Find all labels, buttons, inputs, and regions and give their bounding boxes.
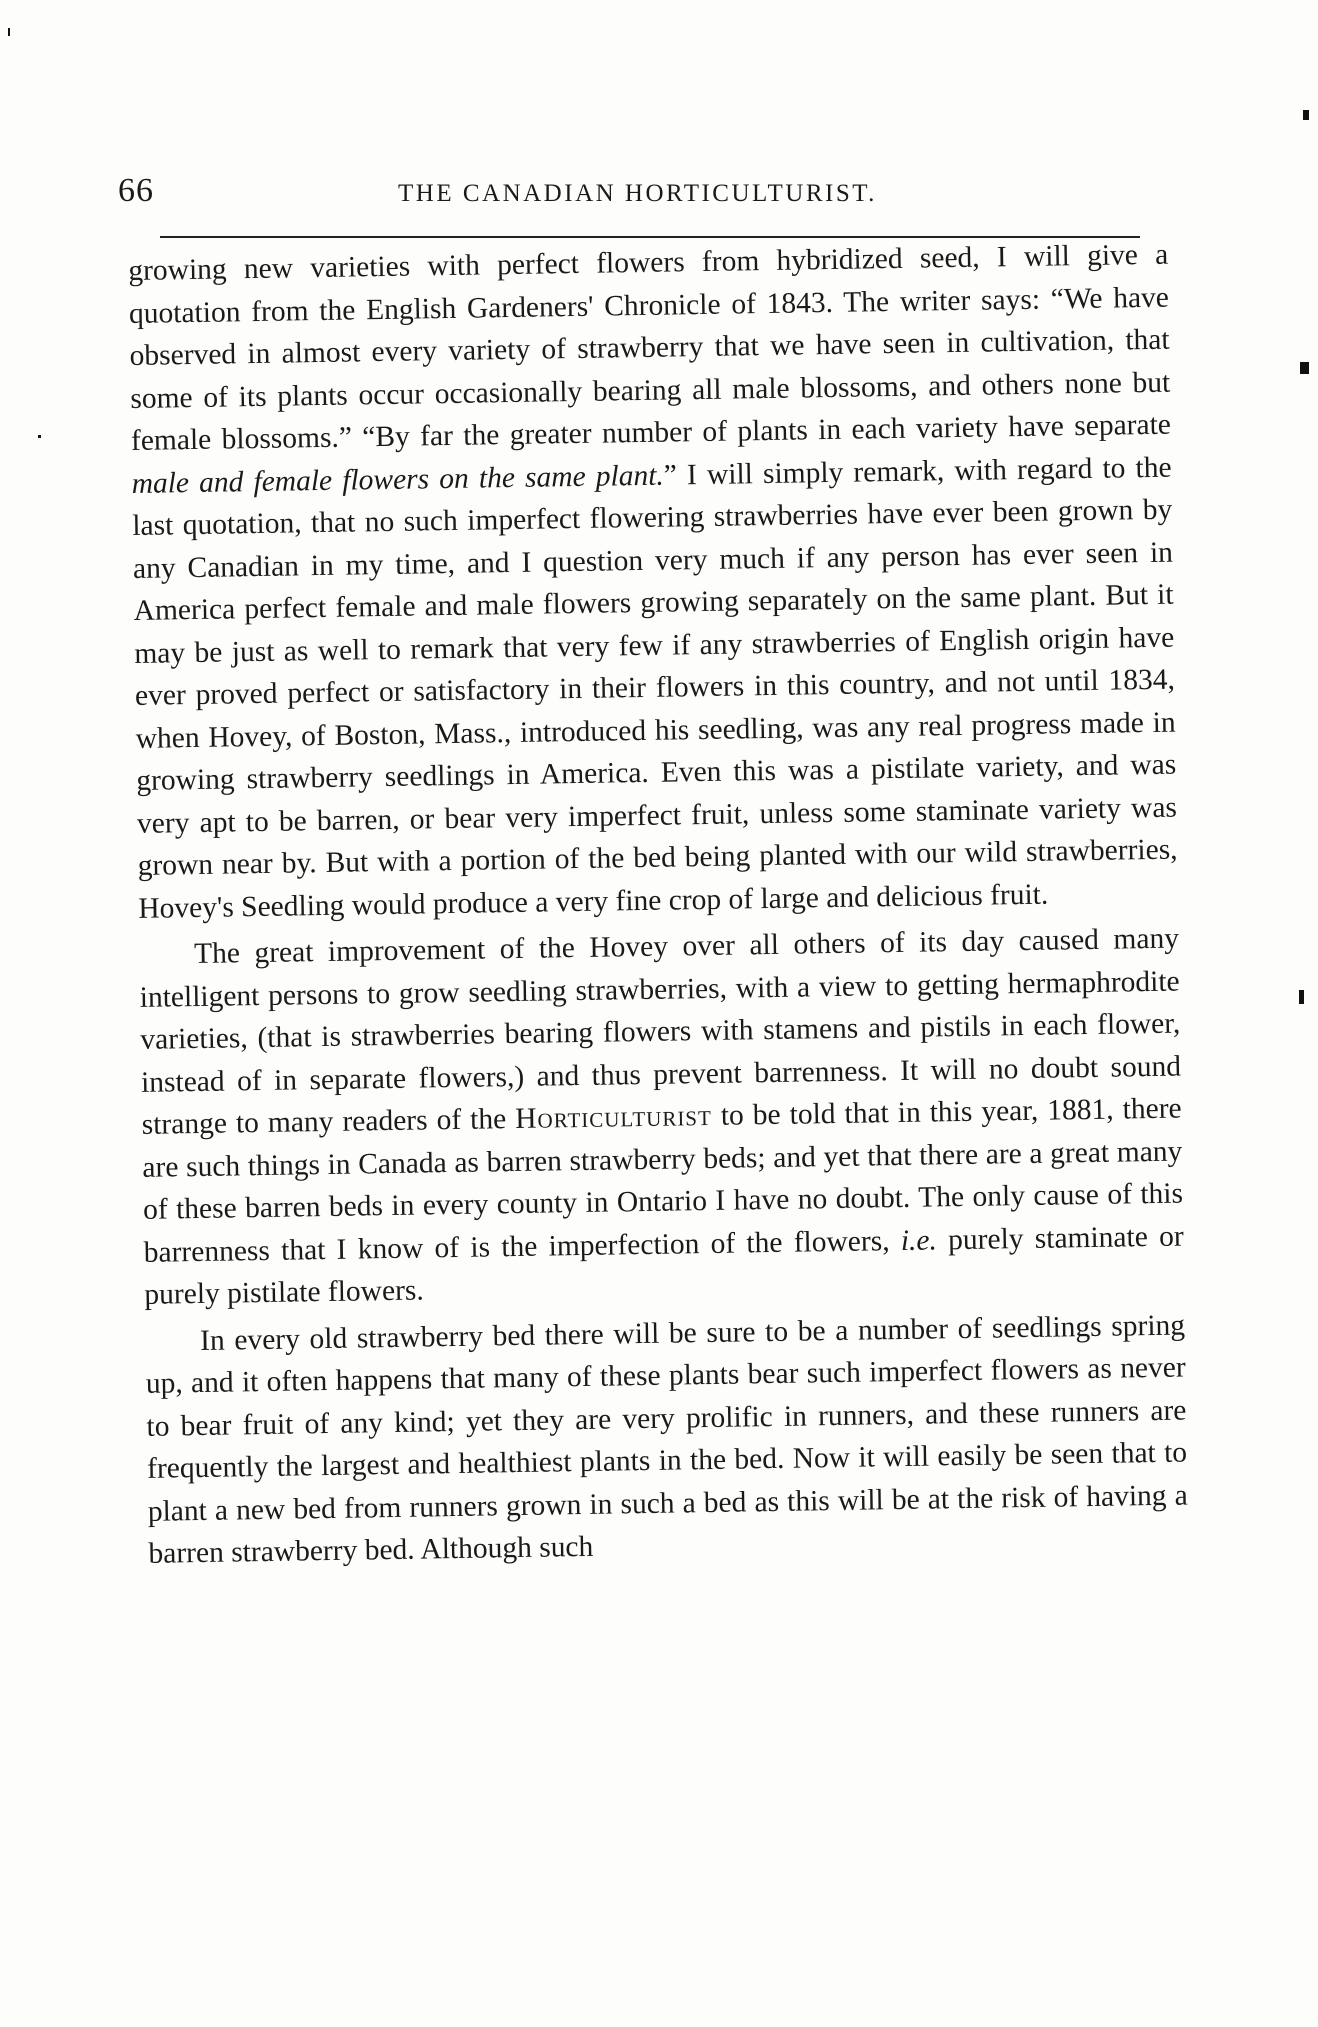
paragraph-1 — [128, 234, 1179, 930]
paragraph-2-text-b: to be told that in this year, 1881, there are such things in Canada as barren strawberry beds; and yet that there are a great many of these barren beds in every county in Ontario I have no doubt. The only cause of this barrenness that I know of is the imperfection of the flowers, — [142, 1092, 1184, 1269]
scan-speck — [1299, 990, 1304, 1004]
scan-speck — [38, 435, 41, 438]
paragraph-1-text-b: ” I will simply remark, with regard to the last quotation, that no such imperfect flowering strawberries have ever been grown by any Canadian in my time, and I question very much if any person has ever seen in America perfect female and male flowers growing separately on the same plant. But it may be just as well to remark that very few if any strawberries of English origin have ever proved perfect or satisfactory in their flowers in this country, and not until 1834, when Hovey, of Boston, Mass., introduced his seedling, was any real progress made in growing strawberry seedlings in America. Even this was a pistilate variety, and was very apt to be barren, or bear very imperfect fruit, unless some staminate variety was grown near by. But with a portion of the bed being planted with our wild strawberries, Hovey's Seedling would produce a very fine crop of large and delicious fruit. — [132, 451, 1178, 925]
paragraph-2 — [139, 918, 1185, 1317]
scan-speck — [8, 28, 10, 36]
paragraph-1-italic-phrase: male and female flowers on the same plant. — [131, 459, 665, 500]
scan-speck — [1303, 110, 1309, 120]
paragraph-2-journal-name: Horticulturist — [514, 1099, 713, 1136]
paragraph-2-text-c: purely staminate or purely pistilate flowers. — [144, 1220, 1184, 1311]
page-number: 66 — [118, 172, 154, 209]
paragraph-3 — [145, 1304, 1189, 1575]
paragraph-2-italic-abbrev: i.e. — [900, 1223, 938, 1257]
running-head — [118, 172, 1158, 222]
paragraph-3-text: In every old strawberry bed there will be sure to be a number of seedlings spring up, and it often happens that many of these plants bear such imperfect flowers as never to bear fruit of any kind; yet they are very prolific in runners, and these runners are frequently the largest and healthiest plants in the bed. Now it will easily be seen that to plant a new bed from runners grown in such a bed as this will be at the risk of having a barren strawberry bed. Although such — [145, 1309, 1188, 1570]
paragraph-1-text-a: growing new varieties with perfect flowers from hybridized seed, I will give a quotation from the English Gardeners' Chronicle of 1843. The writer says: “We have observed in almost every variety of strawberry that we have seen in cultivation, that some of its plants occur occasionally bearing all male blossoms, and others none but female blossoms.” “By far the greater number of plants in each variety have separate — [128, 238, 1172, 457]
body-text — [128, 234, 1189, 1576]
running-title: THE CANADIAN HORTICULTURIST. — [398, 180, 877, 207]
paragraph-2-text-a: The great improvement of the Hovey over all others of its day caused many intelligent persons to grow seedling strawberries, with a view to getting hermaphrodite varieties, (that is strawberries bearing flowers with stamens and pistils in each flower, instead of in separate flowers,) and thus prevent barrenness. It will no doubt sound strange to many readers of the — [139, 922, 1182, 1141]
scan-speck — [1300, 362, 1309, 374]
